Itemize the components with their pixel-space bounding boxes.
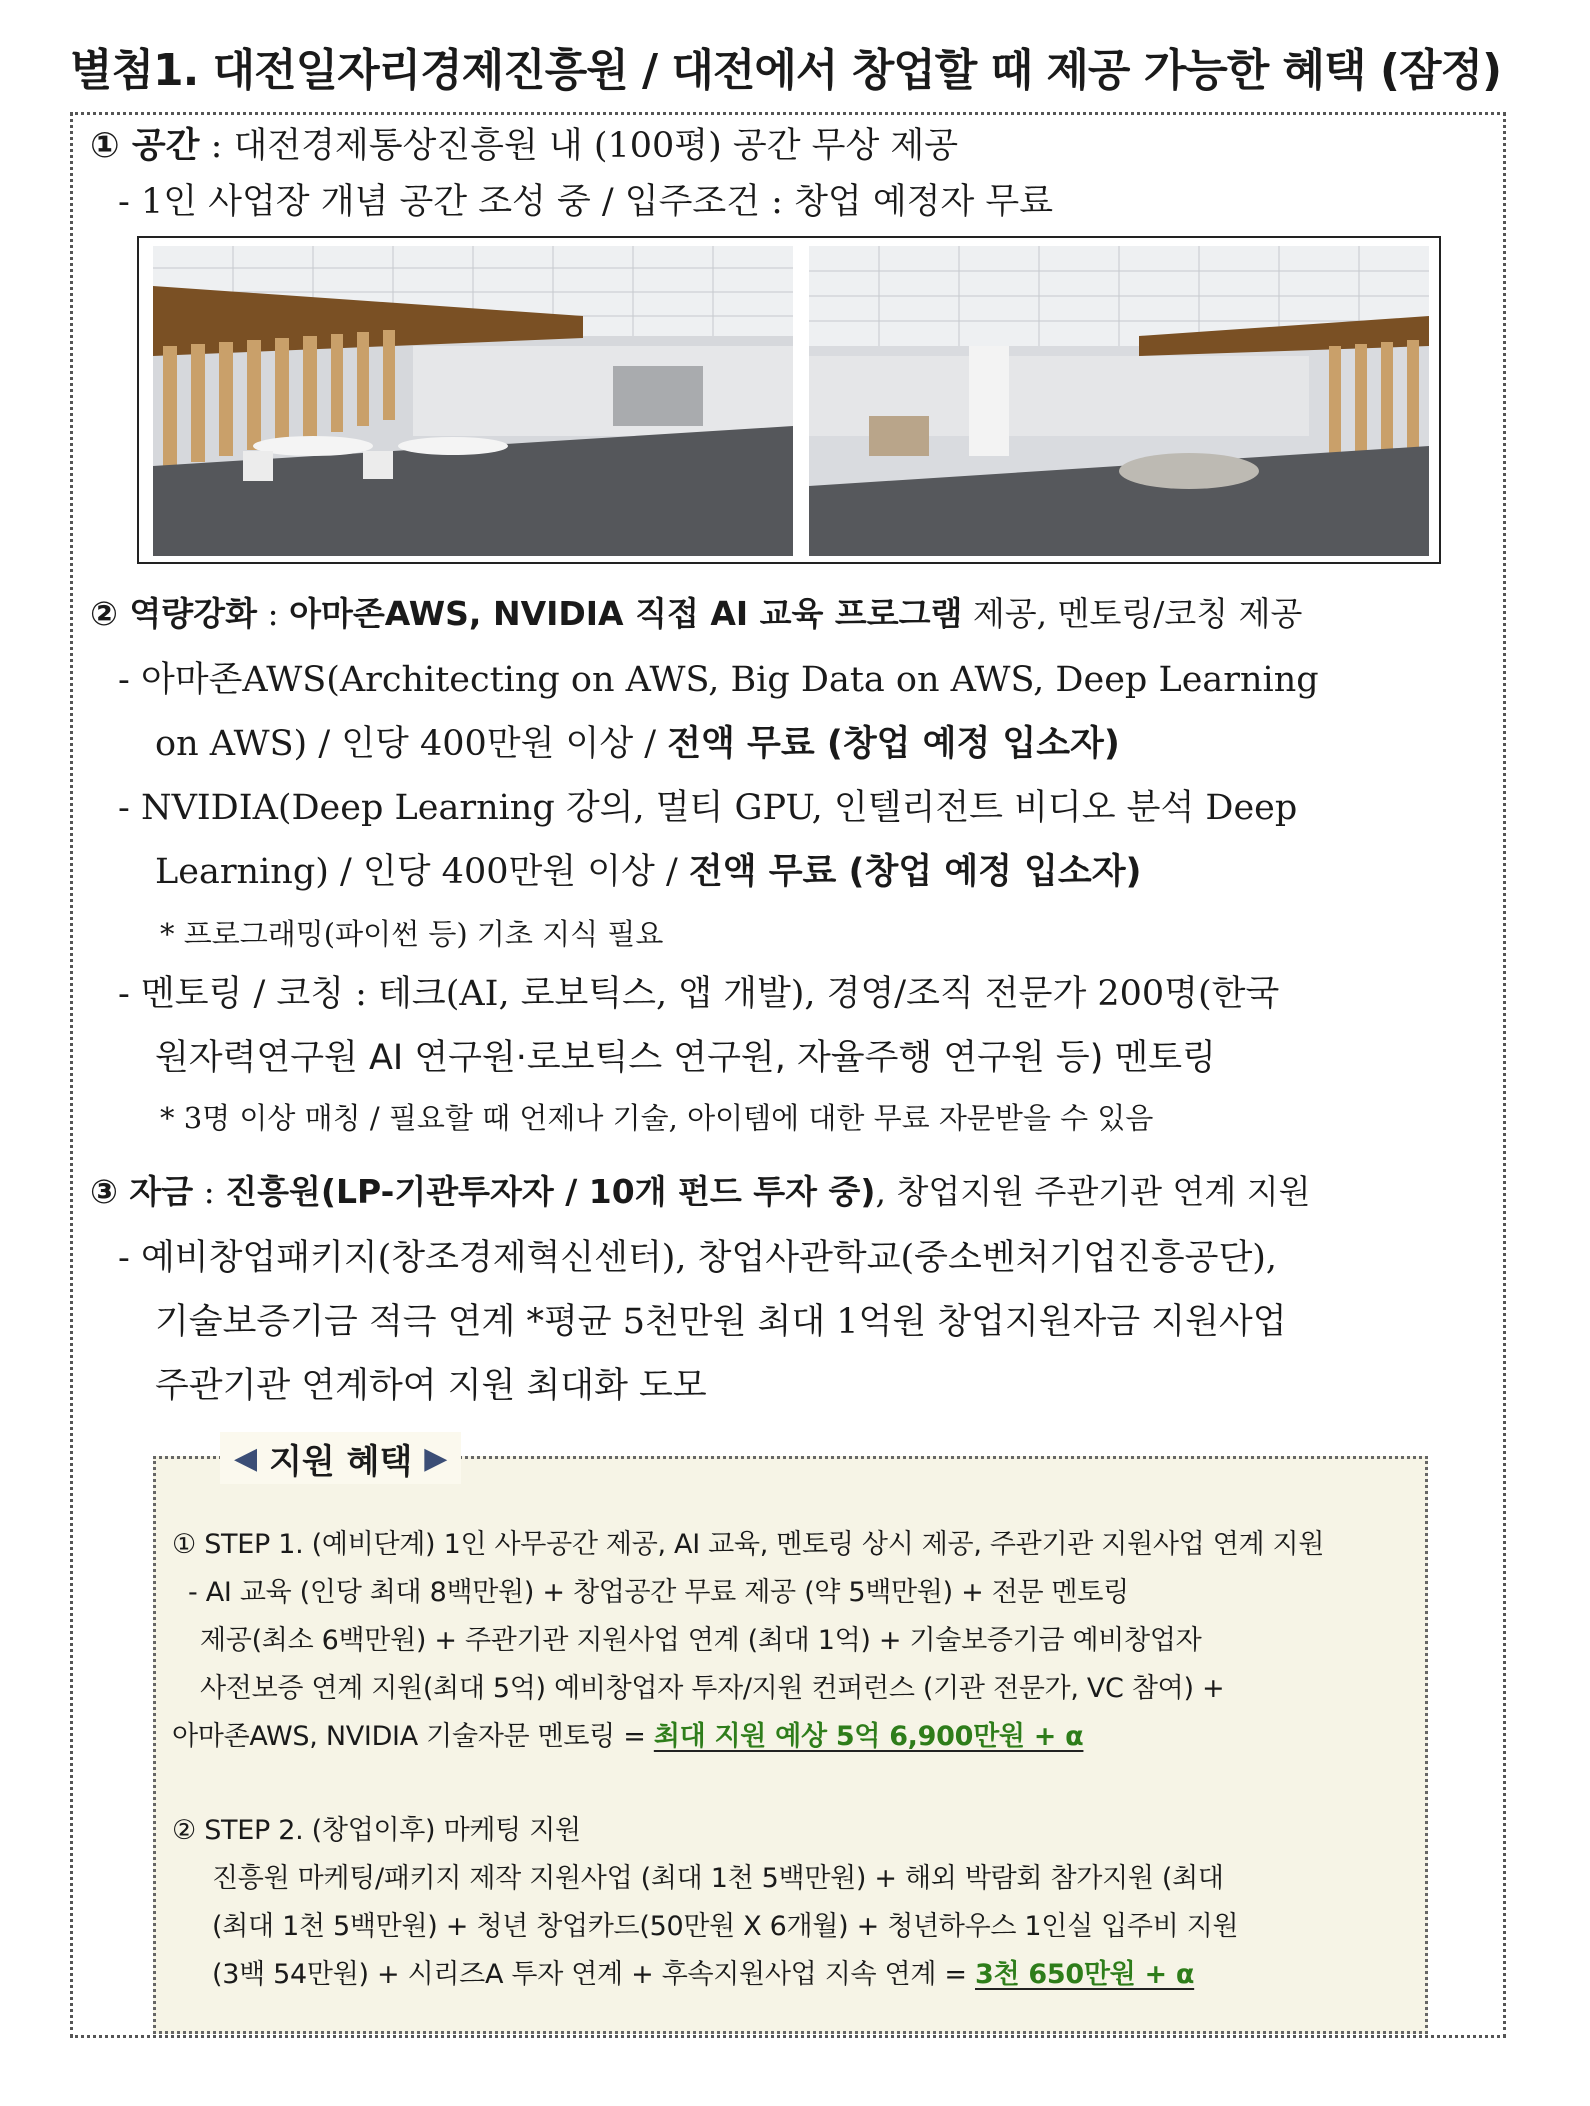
office-photo-left xyxy=(153,246,793,556)
funding-line-3: 주관기관 연계하여 지원 최대화 도모 xyxy=(155,1366,707,1406)
triangle-right-icon: ▶ xyxy=(424,1440,448,1476)
aws-free-note: 전액 무료 (창업 예정 입소자) xyxy=(667,724,1120,764)
step2-line-3 xyxy=(212,1952,1194,1991)
step1-line-3: 사전보증 연계 지원(최대 5억) 예비창업자 투자/지원 컨퍼런스 (기관 전문가, VC 참여) + xyxy=(200,1673,1225,1704)
funding-heading-sep: : xyxy=(193,1172,226,1211)
space-heading-text: : 대전경제통상진흥원 내 (100평) 공간 무상 제공 xyxy=(199,126,959,166)
step1-title: ① STEP 1. (예비단계) 1인 사무공간 제공, AI 교육, 멘토링 상시 제공, 주관기관 지원사업 연계 지원 xyxy=(172,1529,1325,1560)
step1-line-2: 제공(최소 6백만원) + 주관기관 지원사업 연계 (최대 1억) + 기술보증기금 예비창업자 xyxy=(200,1625,1202,1656)
space-heading xyxy=(90,118,958,168)
funding-heading-label: ③ 자금 xyxy=(90,1172,194,1211)
step1-line-1: - AI 교육 (인당 최대 8백만원) + 창업공간 무료 제공 (약 5백만원) + 전문 멘토링 xyxy=(188,1577,1129,1608)
capacity-heading-label: ② 역량강화 xyxy=(90,594,257,633)
step2-line-1: 진흥원 마케팅/패키지 제작 지원사업 (최대 1천 5백만원) + 해외 박람회 참가지원 (최대 xyxy=(212,1863,1224,1894)
aws-line-1: - 아마존AWS(Architecting on AWS, Big Data on AWS, Deep Learning xyxy=(118,660,1319,700)
step1-total: 최대 지원 예상 5억 6,900만원 + α xyxy=(653,1721,1084,1752)
benefits-tag-label: 지원 혜택 xyxy=(269,1441,413,1482)
step2-total: 3천 650만원 + α xyxy=(975,1959,1195,1990)
capacity-heading-bold: 아마존AWS, NVIDIA 직접 AI 교육 프로그램 xyxy=(289,594,963,633)
space-heading-label: ① 공간 xyxy=(90,126,200,166)
nvidia-line-2 xyxy=(155,844,1142,894)
step2-line-2: (최대 1천 5백만원) + 청년 창업카드(50만원 X 6개월) + 청년하우스 1인실 입주비 지원 xyxy=(212,1911,1239,1942)
step2-title: ② STEP 2. (창업이후) 마케팅 지원 xyxy=(172,1815,581,1846)
mentoring-note: * 3명 이상 매칭 / 필요할 때 언제나 기술, 아이템에 대한 무료 자문받을 수 있음 xyxy=(160,1101,1154,1135)
mentoring-line-2: 원자력연구원 AI 연구원·로보틱스 연구원, 자율주행 연구원 등) 멘토링 xyxy=(155,1038,1216,1078)
funding-heading-bold: 진흥원(LP-기관투자자 / 10개 펀드 투자 중) xyxy=(225,1172,876,1211)
capacity-heading xyxy=(90,588,1302,635)
aws-line-2 xyxy=(155,716,1120,766)
nvidia-line-2-text: Learning) / 인당 400만원 이상 / xyxy=(155,852,689,892)
mentoring-line-1: - 멘토링 / 코칭 : 테크(AI, 로보틱스, 앱 개발), 경영/조직 전문가 200명(한국 xyxy=(118,974,1280,1014)
nvidia-free-note: 전액 무료 (창업 예정 입소자) xyxy=(688,852,1142,892)
step1-line-4 xyxy=(172,1714,1083,1753)
space-subline: - 1인 사업장 개념 공간 조성 중 / 입주조건 : 창업 예정자 무료 xyxy=(118,182,1054,222)
page-title: 별첨1. 대전일자리경제진흥원 / 대전에서 창업할 때 제공 가능한 혜택 (잠정) xyxy=(70,45,1502,96)
office-photo-right xyxy=(809,246,1429,556)
funding-heading-rest: , 창업지원 주관기관 연계 지원 xyxy=(875,1172,1311,1211)
step2-line-3-text: (3백 54만원) + 시리즈A 투자 연계 + 후속지원사업 지속 연계 = xyxy=(212,1959,975,1990)
office-photos xyxy=(137,236,1441,564)
funding-line-2: 기술보증기금 적극 연계 *평균 5천만원 최대 1억원 창업지원자금 지원사업 xyxy=(155,1302,1287,1342)
benefits-tag xyxy=(220,1432,461,1484)
step1-line-4-text: 아마존AWS, NVIDIA 기술자문 멘토링 = xyxy=(172,1721,654,1752)
nvidia-line-1: - NVIDIA(Deep Learning 강의, 멀티 GPU, 인텔리전트 비디오 분석 Deep xyxy=(118,788,1298,828)
funding-line-1: - 예비창업패키지(창조경제혁신센터), 창업사관학교(중소벤처기업진흥공단), xyxy=(118,1238,1278,1278)
programming-note: * 프로그래밍(파이썬 등) 기초 지식 필요 xyxy=(160,917,664,951)
capacity-heading-sep: : xyxy=(256,594,290,633)
funding-heading xyxy=(90,1166,1311,1213)
triangle-left-icon: ◀ xyxy=(234,1440,258,1476)
aws-line-2-text: on AWS) / 인당 400만원 이상 / xyxy=(155,724,668,764)
capacity-heading-rest: 제공, 멘토링/코칭 제공 xyxy=(962,594,1303,633)
